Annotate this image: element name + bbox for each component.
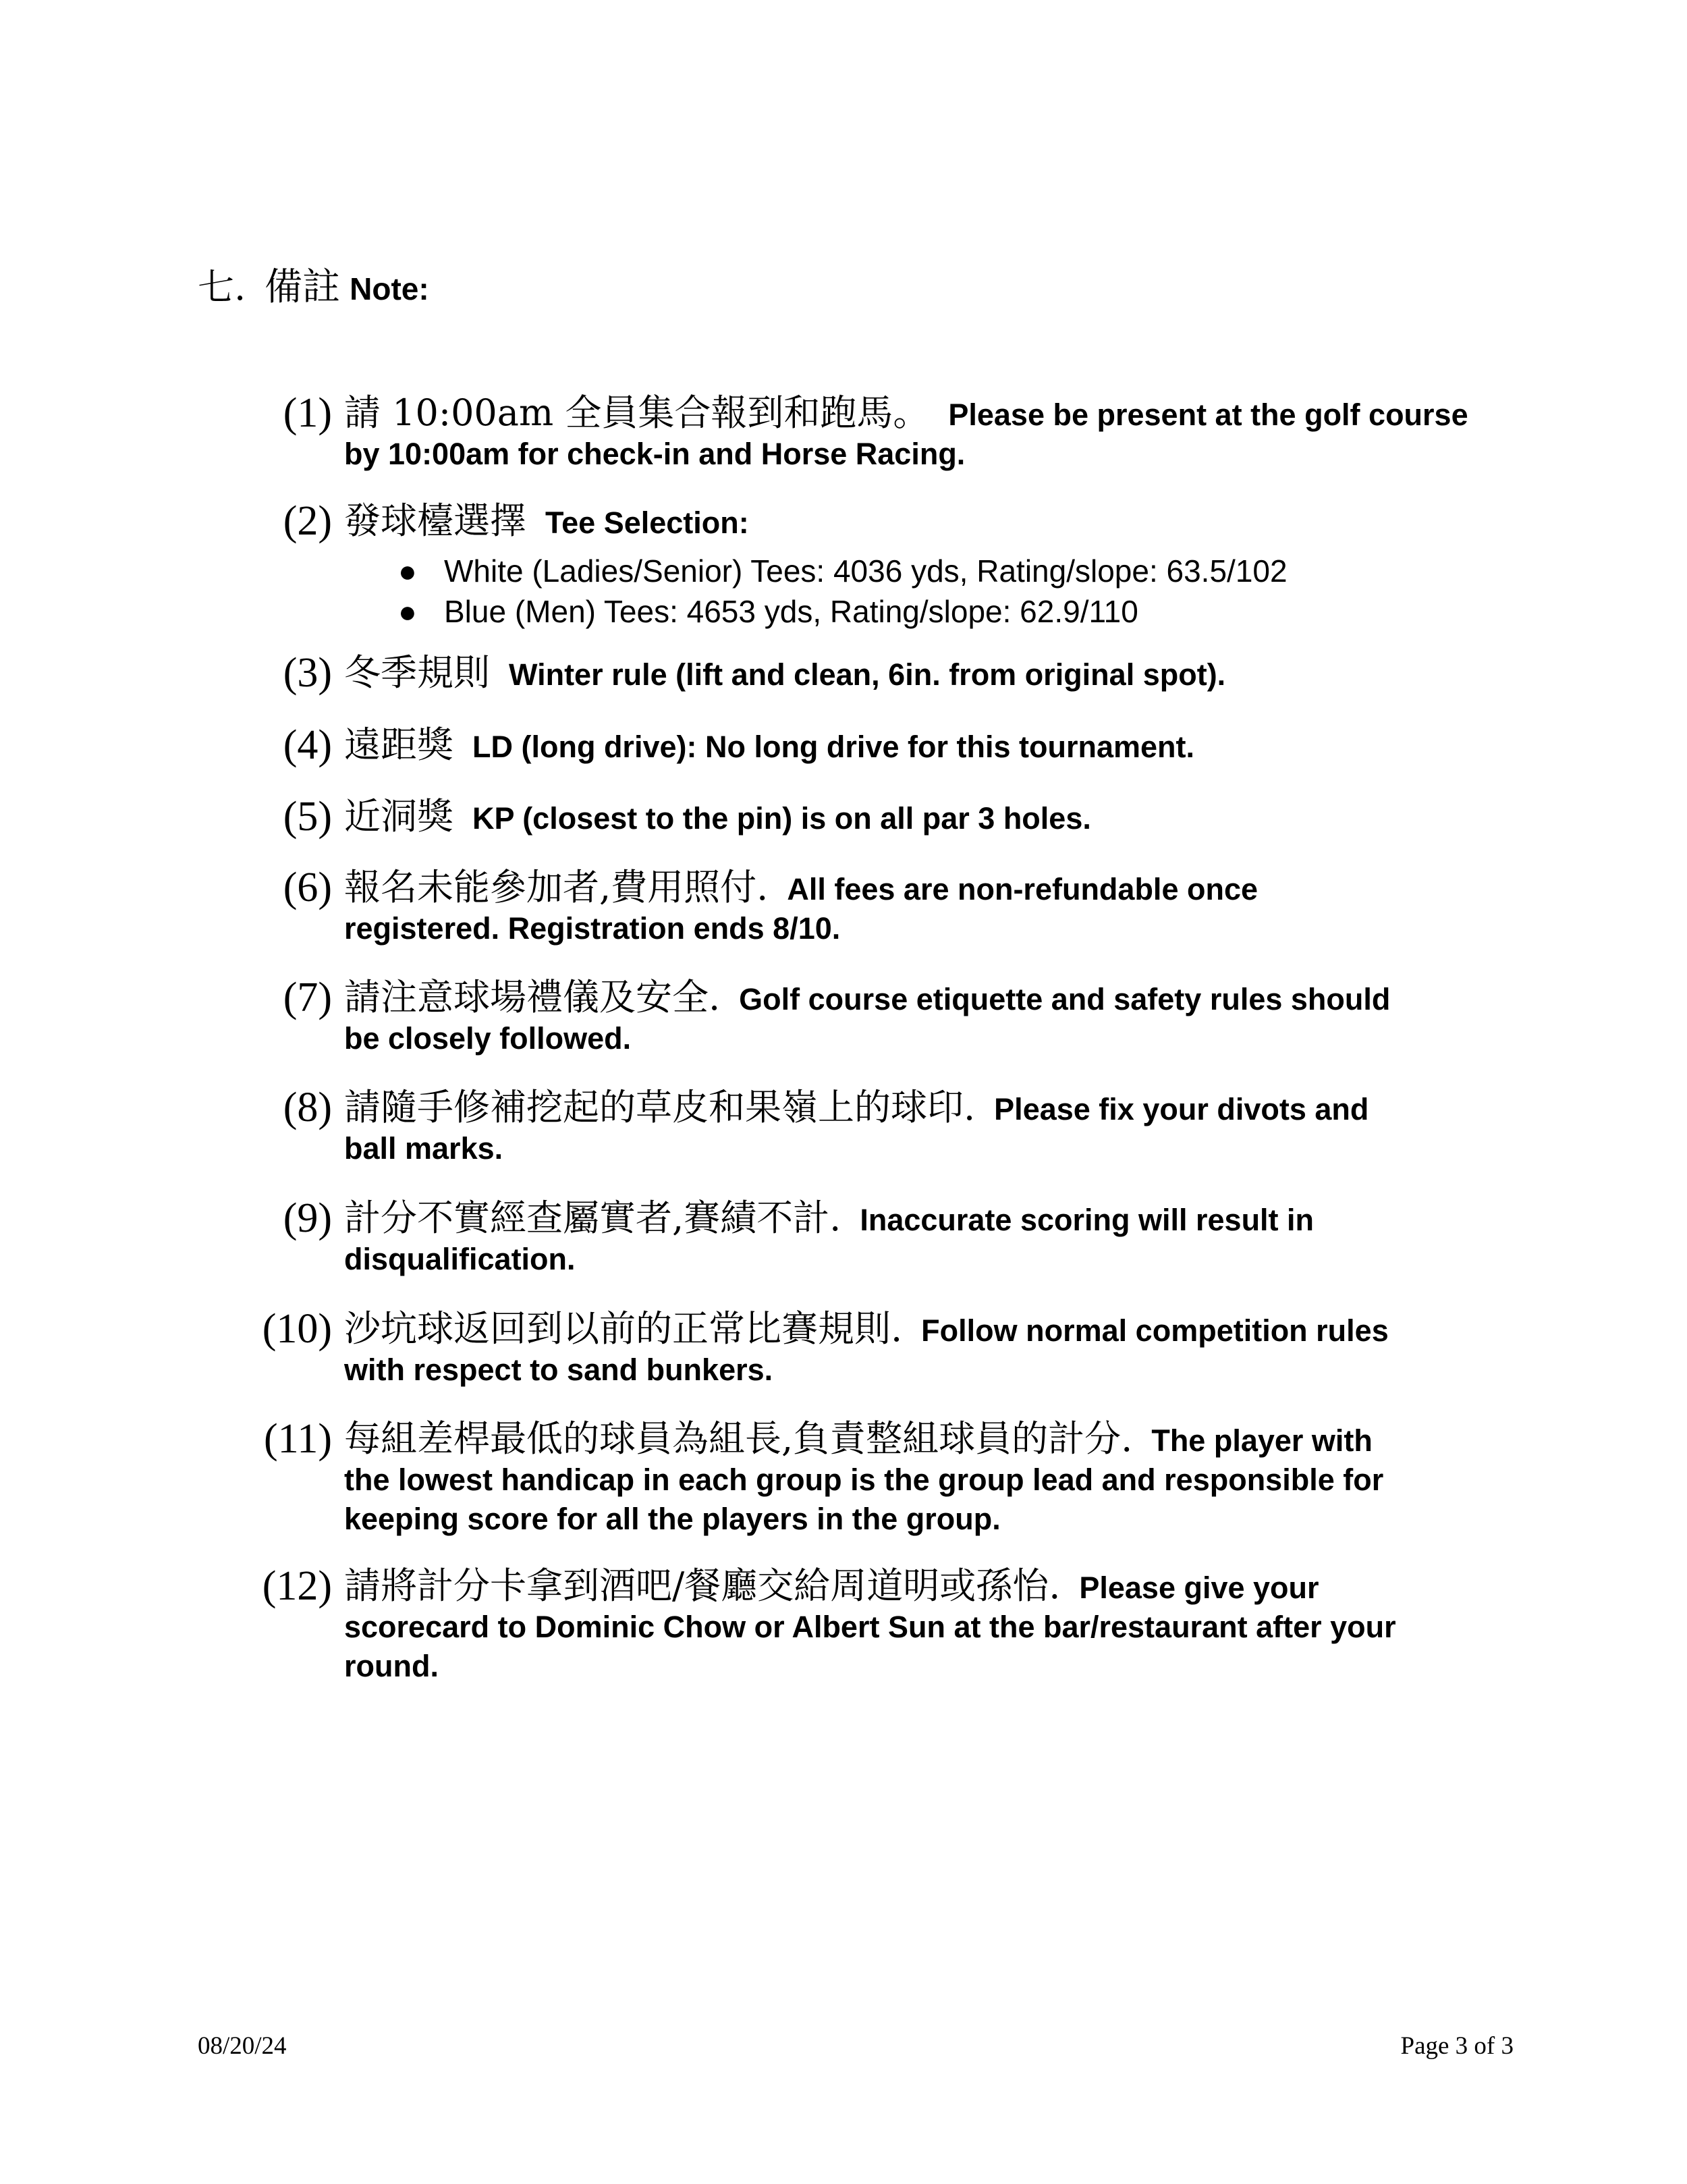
item-label: (7) — [283, 975, 332, 1020]
item-text-en: Tee Selection: — [545, 506, 749, 540]
item-text-zh: 每組差桿最低的球員為組長,負責整組球員的計分. — [344, 1417, 1133, 1460]
item-text-en: KP (closest to the pin) is on all par 3 holes. — [472, 801, 1091, 836]
item-label: (12) — [262, 1563, 332, 1609]
item-body — [344, 866, 1532, 948]
bullet-icon: ● — [398, 594, 417, 629]
item-text-en: Winter rule (lift and clean, 6in. from original spot). — [509, 657, 1226, 692]
item-text-en: All fees are non-refundable once — [787, 872, 1258, 906]
list-item: ● White (Ladies/Senior) Tees: 4036 yds, Rating/slope: 63.5/102 — [344, 551, 1532, 591]
item-text-en-continued: ball marks. — [344, 1131, 503, 1166]
item-body — [344, 391, 1532, 474]
item-text-en-continued: keeping score for all the players in the group. — [344, 1502, 1001, 1536]
footer-page-number: Page 3 of 3 — [1400, 2032, 1514, 2060]
item-text-zh: 沙坑球返回到以前的正常比賽規則. — [344, 1307, 903, 1350]
item-text-en-continued: disqualification. — [344, 1242, 576, 1276]
item-text-zh: 發球檯選擇 — [344, 499, 526, 542]
item-body — [344, 1564, 1532, 1686]
item-text-en: Follow normal competition rules — [921, 1313, 1389, 1348]
item-text-en-continued: round. — [344, 1649, 439, 1683]
item-label: (2) — [283, 498, 332, 544]
item-text-zh: 冬季規則 — [344, 651, 490, 694]
item-body — [344, 1197, 1532, 1279]
bullet-icon: ● — [398, 553, 417, 589]
item-body — [344, 1307, 1532, 1390]
item-body — [344, 724, 1532, 767]
item-text-zh: 請將計分卡拿到酒吧/餐廳交給周道明或孫怡. — [344, 1564, 1061, 1607]
item-label: (3) — [283, 650, 332, 696]
item-text-en: LD (long drive): No long drive for this tournament. — [472, 730, 1194, 764]
item-text-en: Please give your — [1079, 1571, 1319, 1605]
list-item: ● Blue (Men) Tees: 4653 yds, Rating/slope: 62.9/110 — [344, 591, 1532, 632]
tee-selection-list — [344, 551, 1532, 632]
item-label: (8) — [283, 1085, 332, 1130]
item-label: (9) — [283, 1195, 332, 1241]
item-text-en-continued: be closely followed. — [344, 1021, 632, 1056]
item-text-zh: 請注意球場禮儀及安全. — [344, 976, 721, 1018]
item-label: (5) — [283, 794, 332, 840]
item-text-zh: 請 10:00am 全員集合報到和跑馬。 — [344, 391, 930, 434]
item-text-en: Please be present at the golf course — [948, 398, 1468, 432]
item-label: (11) — [264, 1416, 332, 1462]
section-title-zh: 備註 — [265, 265, 341, 309]
item-label: (4) — [283, 722, 332, 768]
item-body — [344, 651, 1532, 694]
item-body — [344, 1417, 1532, 1539]
item-text-en-continued: the lowest handicap in each group is the group lead and responsible for — [344, 1463, 1384, 1497]
item-body — [344, 1086, 1532, 1168]
item-body — [344, 499, 1532, 632]
item-text-zh: 請隨手修補挖起的草皮和果嶺上的球印. — [344, 1086, 976, 1128]
item-text-en-continued: scorecard to Dominic Chow or Albert Sun at the bar/restaurant after your — [344, 1610, 1396, 1644]
item-text-zh: 近洞獎 — [344, 795, 453, 838]
item-label: (10) — [262, 1306, 332, 1352]
item-text-en-continued: by 10:00am for check-in and Horse Racing. — [344, 437, 966, 471]
section-heading — [198, 261, 429, 316]
item-body — [344, 976, 1532, 1058]
item-text-en-continued: registered. Registration ends 8/10. — [344, 911, 841, 946]
item-text-zh: 報名未能參加者,費用照付. — [344, 866, 769, 908]
item-text-zh: 計分不實經查屬實者,賽績不計. — [344, 1197, 841, 1239]
footer-date: 08/20/24 — [198, 2032, 287, 2060]
item-text-zh: 遠距獎 — [344, 724, 453, 766]
section-number: 七. — [198, 266, 246, 308]
item-text-en-continued: with respect to sand bunkers. — [344, 1353, 773, 1387]
item-label: (1) — [283, 390, 332, 436]
item-text-en: Please fix your divots and — [994, 1092, 1369, 1126]
item-text-en: Inaccurate scoring will result in — [860, 1203, 1315, 1237]
item-text-en: Golf course etiquette and safety rules should — [739, 982, 1391, 1016]
item-body — [344, 795, 1532, 838]
item-text-en: The player with — [1151, 1423, 1373, 1458]
item-label: (6) — [283, 865, 332, 910]
section-title-en: Note: — [350, 271, 429, 306]
